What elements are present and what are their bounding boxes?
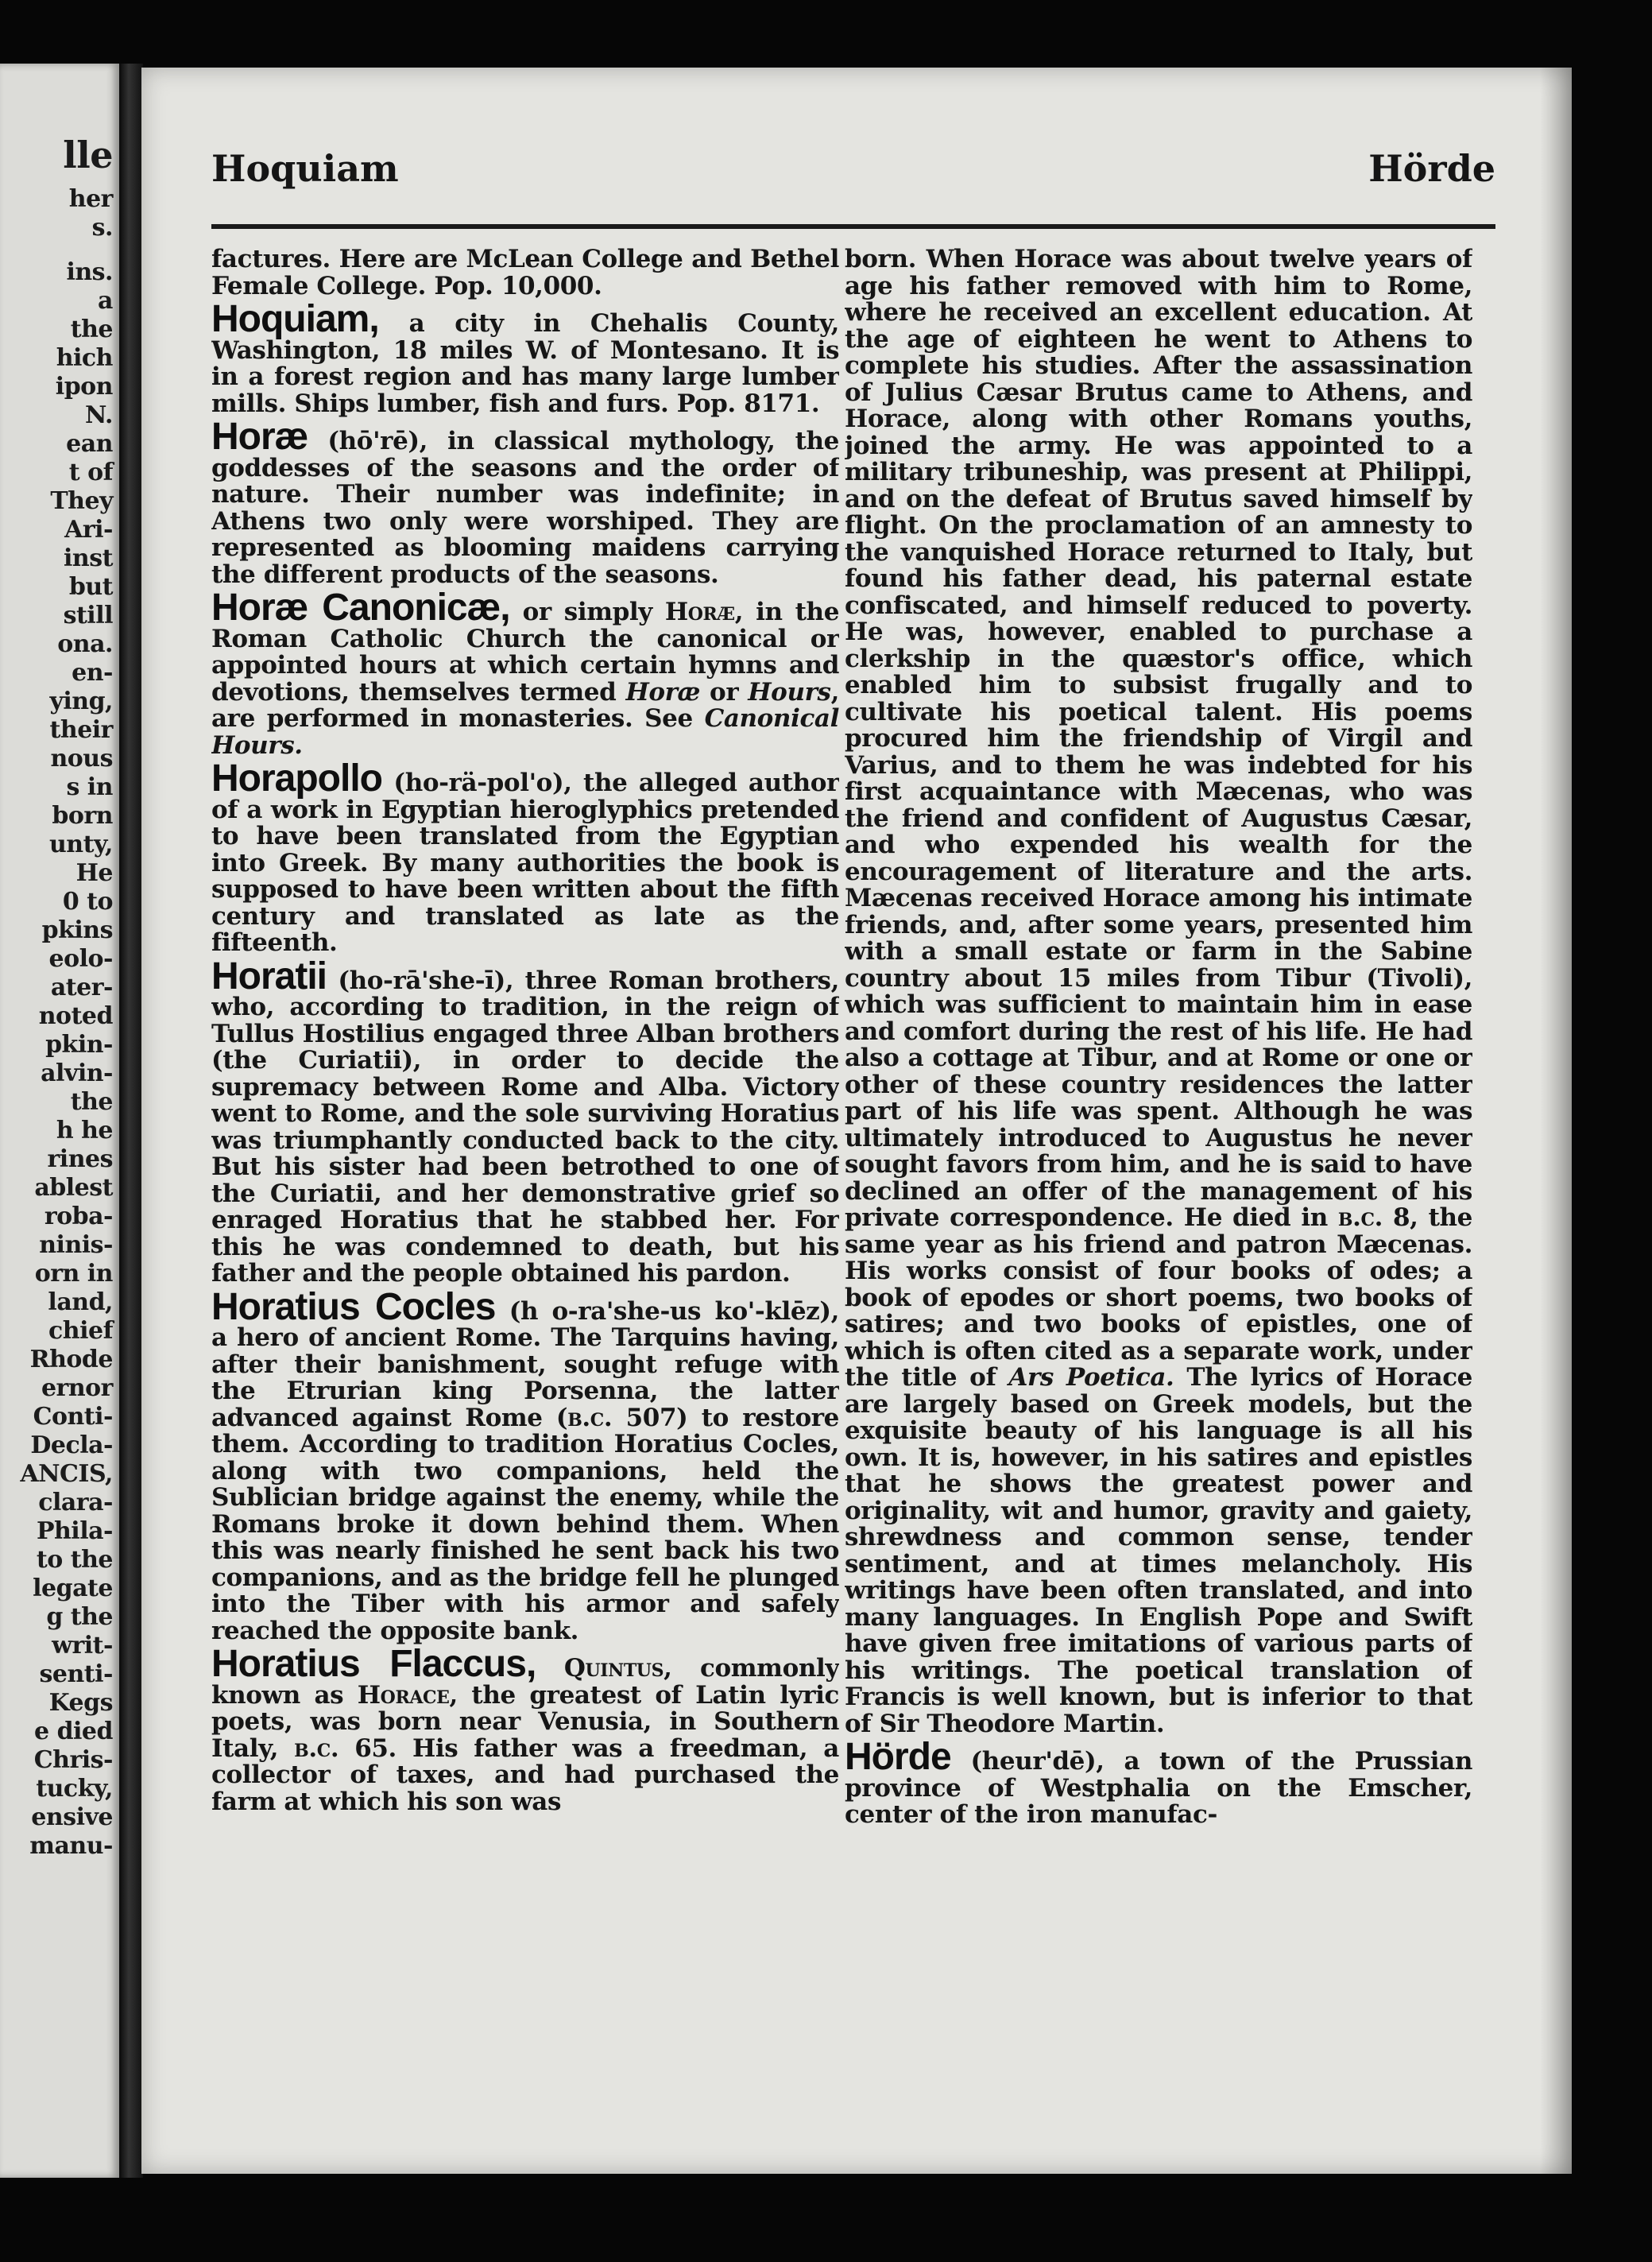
margin-fragment: ernor: [41, 1374, 113, 1402]
margin-fragment: the: [70, 1088, 113, 1116]
margin-fragment: 0 to: [62, 888, 113, 916]
column-left: [211, 246, 839, 2059]
margin-fragment: They: [50, 487, 113, 515]
margin-fragment: h he: [56, 1117, 113, 1145]
margin-fragment: a: [98, 287, 113, 315]
margin-fragment: hich: [56, 344, 113, 372]
margin-fragment: en-: [72, 659, 113, 687]
margin-fragment: s in: [66, 773, 113, 801]
margin-fragment: g the: [46, 1603, 113, 1631]
headword: Horatius Flaccus,: [211, 1643, 536, 1685]
margin-fragment: ipon: [55, 373, 113, 401]
headword: Horatius Cocles: [211, 1285, 496, 1328]
margin-fragment: ins.: [66, 258, 113, 286]
entry-hoquiam: Hoquiam, a city in Chehalis County, Washington, 18 miles W. of Montesano. It is in a forest region and has many large lumber mills. Ships lumber, fish and furs. Pop. 8171.: [211, 298, 839, 418]
entry-horapollo: Horapollo (ho-rä-pol'o), the alleged author of a work in Egyptian hieroglyphics pretended to have been translated from the Egyptian into Greek. By many authorities the book is supposed to have been written about the fifth century and translated as late as the fifteenth.: [211, 757, 839, 957]
margin-fragment: rines: [47, 1145, 113, 1173]
margin-fragment: alvin-: [41, 1059, 113, 1087]
entry-horde: Hörde (heur'dē), a town of the Prussian province of Westphalia on the Emscher, center of the iron manufac-: [845, 1736, 1472, 1829]
page-edge-shadow: [1540, 68, 1572, 2174]
margin-fragment: ensive: [31, 1803, 113, 1831]
margin-fragment: but: [68, 573, 113, 601]
margin-fragment: Chris-: [33, 1746, 113, 1774]
margin-fragment: ninis-: [39, 1231, 113, 1259]
column-right: [845, 246, 1472, 2059]
headword: Horapollo: [211, 757, 382, 800]
margin-fragment: land,: [48, 1288, 113, 1316]
margin-fragment: ean: [66, 430, 113, 458]
margin-fragment: ater-: [50, 974, 113, 1001]
continued-text: born. When Horace was about twelve years of age his father removed with him to Rome, where he received an excellent education. At the age of eighteen he went to Athens to complete his studies. After the assassination of Julius Cæsar Brutus came to Athens, and Horace, along with other Romans youths, joined the army. He was appointed to a military tribuneship, was present at Philippi, and on the defeat of Brutus saved himself by flight. On the proclamation of an amnesty to the vanquished Horace returned to Italy, but found his father dead, his paternal estate confiscated, and himself reduced to poverty. He was, however, enabled to purchase a clerkship in the quæstor's office, which enabled him to subsist frugally and to cultivate his poetical talent. His poems procured him the friendship of Virgil and Varius, and to them he was indebted for his first acquaintance with Mæcenas, who was the friend and confident of Augustus Cæsar, and who expended his wealth for the encouragement of literature and the arts. Mæcenas received Horace among his intimate friends, and, after some years, presented him with a small estate or farm in the Sabine country about 15 miles from Tibur (Tivoli), which was sufficient to maintain him in ease and comfort during the rest of his life. He had also a cottage at Tibur, and at Rome or one or other of these country residences the latter part of his life was spent. Although he was ultimately introduced to Augustus he never sought favors from him, and he is said to have declined an offer of the management of his private correspondence. He died in: [845, 246, 1472, 1232]
margin-fragment: born: [52, 802, 113, 830]
margin-fragment: her: [68, 185, 113, 213]
headword: Hörde: [845, 1736, 951, 1778]
margin-fragment: N.: [85, 401, 113, 429]
margin-fragment: pkins: [41, 916, 113, 944]
running-head-left: Hoquiam: [211, 147, 399, 190]
margin-fragment: He: [75, 859, 113, 887]
margin-fragment: noted: [38, 1002, 113, 1030]
margin-fragment: nous: [50, 745, 113, 773]
entry-continuation: factures. Here are McLean College and Bethel Female College. Pop. 10,000.: [211, 246, 839, 300]
entry-horatius-flaccus-continued: born. When Horace was about twelve years of age his father removed with him to Rome, where he received an excellent education. At the age of eighteen he went to Athens to complete his studies. After the assassination of Julius Cæsar Brutus came to Athens, and Horace, along with other Romans youths, joined the army. He was appointed to a military tribuneship, was present at Philippi, and on the defeat of Brutus saved himself by flight. On the proclamation of an amnesty to the vanquished Horace returned to Italy, but found his father dead, his paternal estate confiscated, and himself reduced to poverty. He was, however, enabled to purchase a clerkship in the quæstor's office, which enabled him to subsist frugally and to cultivate his poetical talent. His poems procured him the friendship of Virgil and Varius, and to them he was indebted for his first acquaintance with Mæcenas, who was the friend and confident of Augustus Cæsar, and who expended his wealth for the encouragement of literature and the arts. Mæcenas received Horace among his intimate friends, and, after some years, presented him with a small estate or farm in the Sabine country about 15 miles from Tibur (Tivoli), which was sufficient to maintain him in ease and comfort during the rest of his life. He had also a cottage at Tibur, and at Rome or one or other of these country residences the latter part of his life was spent. Although he was ultimately introduced to Augustus he never sought favors from him, and he is said to have declined an offer of the management of his private correspondence. He died in b.c. 8, the same year as his friend and patron Mæcenas. His works consist of four books of odes; a book of epodes or short poems, two books of satires; and two books of epistles, one of which is often cited as a separate work, under the title of Ars Poetica. The lyrics of Horace are largely based on Greek models, but the exquisite beauty of his language is all his own. It is, however, in his satires and epistles that he shows the greatest power and originality, wit and humor, gravity and gaiety, shrewdness and common sense, tender sentiment, and at times melancholy. His writings have been often translated, and into many languages. In English Pope and Swift have given free imitations of various parts of his writings. The poetical translation of Francis is well known, but is inferior to that of Sir Theodore Martin.: [845, 246, 1472, 1738]
margin-fragment: t of: [68, 459, 113, 486]
margin-fragment: Rhode: [29, 1346, 113, 1373]
headword: Horæ Canonicæ,: [211, 587, 510, 629]
margin-fragment: to the: [36, 1546, 113, 1574]
headword: Horæ: [211, 416, 308, 458]
margin-fragment: orn in: [34, 1260, 113, 1288]
margin-fragment: legate: [33, 1574, 113, 1602]
entry-horatius-cocles: Horatius Cocles (h o-ra'she-us ko'-klēz), a hero of ancient Rome. The Tarquins having, after their banishment, sought refuge with the Etrurian king Porsenna, the latter advanced against Rome (b.c. 507) to restore them. According to tradition Horatius Cocles, along with two companions, held the Sublician bridge against the enemy, while the Romans broke it down behind them. When this was nearly finished he sent back his two companions, and as the bridge fell he plunged into the Tiber with his armor and safely reached the opposite bank.: [211, 1285, 839, 1645]
margin-fragment: Ari-: [64, 516, 113, 544]
margin-fragment: roba-: [44, 1203, 113, 1230]
margin-fragment: e died: [34, 1718, 113, 1745]
dictionary-page: [141, 68, 1572, 2174]
headword: Hoquiam,: [211, 298, 379, 340]
margin-fragment: lle: [63, 134, 113, 176]
entry-horae-canonicae: Horæ Canonicæ, or simply Horæ, in the Roman Catholic Church the canonical or appointed hours at which certain hymns and devotions, themselves termed Horæ or Hours, are performed in monasteries. See Canonical Hours.: [211, 587, 839, 760]
margin-fragment: eolo-: [48, 945, 113, 973]
entry-horae: Horæ (hō'rē), in classical mythology, the goddesses of the seasons and the order of nature. Their number was indefinite; in Athens two only were worshiped. They are represented as blooming maidens carrying the different products of the seasons.: [211, 416, 839, 589]
entry-horatius-flaccus: Horatius Flaccus, Quintus, commonly known as Horace, the greatest of Latin lyric poets, was born near Venusia, in Southern Italy, b.c. 65. His father was a freedman, a collector of taxes, and had purchased the farm at which his son was: [211, 1643, 839, 1816]
entry-horatii: Horatii (ho-rā'she-ī), three Roman brothers, who, according to tradition, in the reign of Tullus Hostilius engaged three Alban brothers (the Curiatii), in order to decide the supremacy between Rome and Alba. Victory went to Rome, and the sole surviving Horatius was triumphantly conducted back to the city. But his sister had been betrothed to one of the Curiatii, and her demonstrative grief so enraged Horatius that he stabbed her. For this he was condemned to death, but his father and the people obtained his pardon.: [211, 955, 839, 1288]
margin-fragment: unty,: [49, 831, 113, 858]
margin-fragment: tucky,: [36, 1775, 113, 1803]
margin-fragment: Phila-: [36, 1517, 113, 1545]
margin-fragment: clara-: [38, 1489, 113, 1516]
margin-fragment: their: [49, 716, 113, 744]
margin-fragment: ying,: [49, 688, 113, 715]
margin-fragment: s.: [91, 214, 113, 242]
margin-fragment: the: [70, 316, 113, 343]
margin-fragment: Kegs: [48, 1689, 113, 1717]
margin-fragment: still: [63, 602, 113, 629]
book-gutter: [119, 64, 143, 2178]
margin-fragment: pkin-: [45, 1031, 113, 1059]
adjacent-page-fragment: [0, 64, 119, 2178]
margin-fragment: manu-: [29, 1832, 113, 1860]
margin-fragment: ona.: [57, 630, 113, 658]
margin-fragment: senti-: [39, 1660, 113, 1688]
margin-fragment: Decla-: [30, 1431, 113, 1459]
running-head-right: Hörde: [1368, 147, 1495, 190]
headword: Horatii: [211, 955, 327, 997]
margin-fragment: writ-: [52, 1632, 113, 1660]
margin-fragment: Conti-: [33, 1403, 113, 1431]
margin-fragment: inst: [64, 544, 113, 572]
margin-fragment: ablest: [34, 1174, 113, 1202]
header-rule: [211, 224, 1495, 229]
margin-fragment: chief: [48, 1317, 113, 1345]
margin-fragment: ANCIS,: [20, 1460, 113, 1488]
